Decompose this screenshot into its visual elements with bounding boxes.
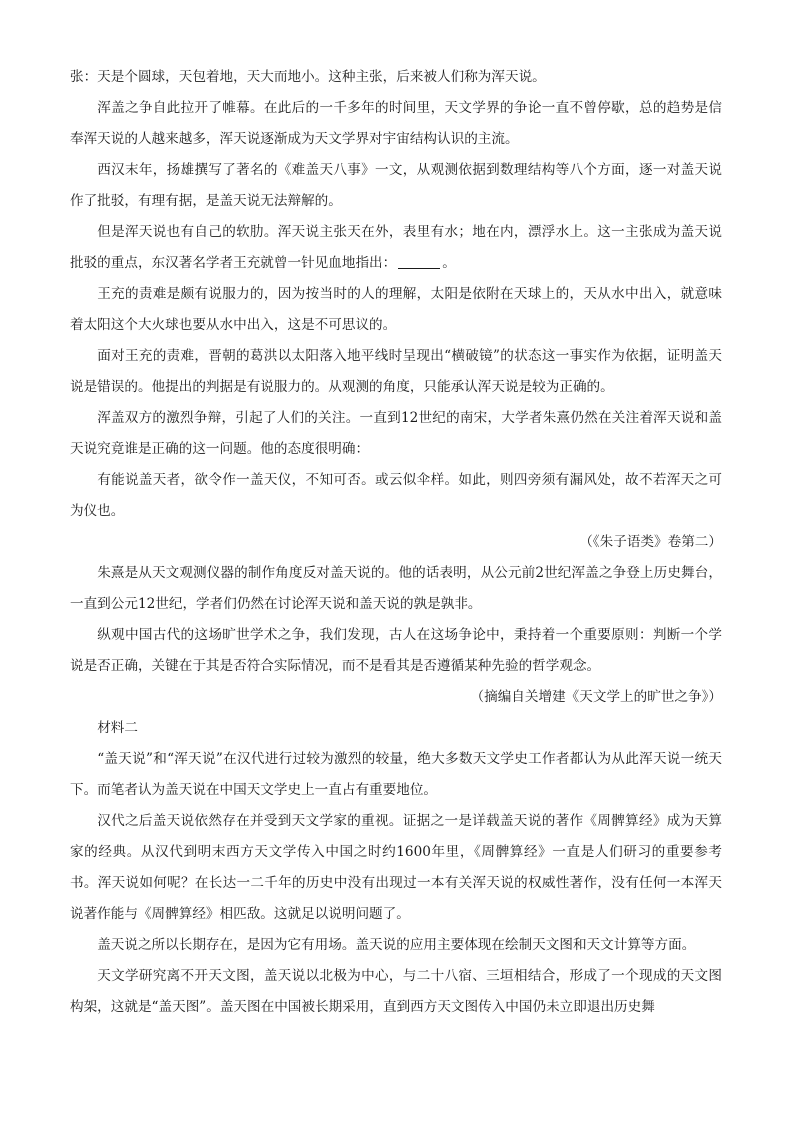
paragraph-wang-chong-question	[70, 217, 722, 279]
paragraph-material-two-intro: “盖天说”和“浑天说”在汉代进行过较为激烈的较量，绝大多数天文学史工作者都认为从此浑天说一统天下。而笔者认为盖天说在中国天文学史上一直占有重要地位。	[70, 751, 722, 798]
paragraph-wang-chong-critique: 王充的责难是颇有说服力的，因为按当时的人的理解，太阳是依附在天球上的，天从水中出入，就意味着太阳这个大火球也要从水中出入，这是不可思议的。	[70, 286, 722, 333]
paragraph-yang-xiong: 西汉末年，扬雄撰写了著名的《难盖天八事》一文，从观测依据到数理结构等八个方面，逐一对盖天说作了批驳，有理有据，是盖天说无法辩解的。	[70, 162, 722, 209]
paragraph-zhoubi-suanjing: 汉代之后盖天说依然存在并受到天文学家的重视。证据之一是详载盖天说的著作《周髀算经》成为天算家的经典。从汉代到明末西方天文学传入中国之时约1600年里，《周髀算经》一直是人们研习的重要参考书。浑天说如何呢？在长达一二千年的历史中没有出现过一本有关浑天说的权威性著作，没有任何一本浑天说著作能与《周髀算经》相匹敌。这就足以说明问题了。	[70, 813, 722, 922]
paragraph-star-chart: 天文学研究离不开天文图，盖天说以北极为中心，与二十八宿、三垣相结合，形成了一个现成的天文图构架，这就是“盖天图”。盖天图在中国被长期采用，直到西方天文图传入中国仍未立即退出历史舞	[70, 968, 722, 1015]
paragraph-usefulness: 盖天说之所以长期存在，是因为它有用场。盖天说的应用主要体现在绘制天文图和天文计算等方面。	[97, 937, 696, 953]
fill-in-blank[interactable]	[398, 254, 440, 269]
paragraph-zhu-xi-quote: 有能说盖天者，欲令作一盖天仪，不知可否。或云似伞样。如此，则四旁须有漏风处，故不若浑天之可为仪也。	[70, 472, 722, 519]
question-end-punct: 。	[442, 255, 456, 271]
paragraph-principle: 纵观中国古代的这场旷世学术之争，我们发现，古人在这场争论中，秉持着一个重要原则：判断一个学说是否正确，关键在于其是否符合实际情况，而不是看其是否遵循某种先验的哲学观念。	[70, 627, 722, 674]
paragraph-continuation: 张：天是个圆球，天包着地，天大而地小。这种主张，后来被人们称为浑天说。	[70, 69, 546, 85]
citation-zhuzi-yulei: （《朱子语类》卷第二）	[579, 534, 722, 550]
paragraph-zhu-xi-intro: 浑盖双方的激烈争辩，引起了人们的关注。一直到12世纪的南宋，大学者朱熹仍然在关注着浑天说和盖天说究竟谁是正确的这一问题。他的态度很明确：	[70, 410, 722, 457]
material-two-heading: 材料二	[97, 720, 138, 736]
question-text: 但是浑天说也有自己的软肋。浑天说主张天在外，表里有水；地在内，漂浮水上。这一主张成为盖天说批驳的重点，东汉著名学者王充就曾一针见血地指出：	[70, 224, 722, 271]
document-page	[70, 62, 722, 1023]
paragraph-ge-hong: 面对王充的责难，晋朝的葛洪以太阳落入地平线时呈现出“横破镜”的状态这一事实作为依据，证明盖天说是错误的。他提出的判据是有说服力的。从观测的角度，只能承认浑天说是较为正确的。	[70, 348, 722, 395]
paragraph-zhu-xi-analysis: 朱熹是从天文观测仪器的制作角度反对盖天说的。他的话表明，从公元前2世纪浑盖之争登上历史舞台，一直到公元12世纪，学者们仍然在讨论浑天说和盖天说的孰是孰非。	[70, 565, 722, 612]
paragraph-hungai-debate: 浑盖之争自此拉开了帷幕。在此后的一千多年的时间里，天文学界的争论一直不曾停歇，总的趋势是信奉浑天说的人越来越多，浑天说逐渐成为天文学界对宇宙结构认识的主流。	[70, 100, 722, 147]
citation-source: （摘编自关增建《天文学上的旷世之争》）	[470, 689, 722, 705]
